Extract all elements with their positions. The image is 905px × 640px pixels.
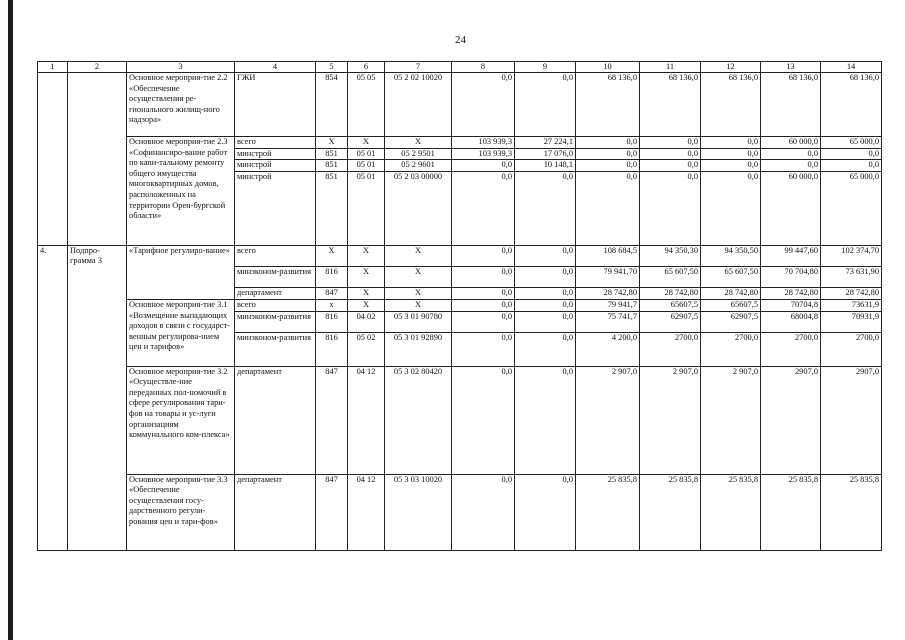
program-cell [68,267,127,288]
number-cell [38,288,68,300]
amount-cell: 70704,8 [761,300,821,312]
section-code: 05 01 [348,160,385,172]
section-code: X [348,288,385,300]
amount-cell: 4 200,0 [576,332,640,366]
amount-cell: 28 742,80 [701,288,761,300]
header-cell: 12 [701,62,761,73]
grbs-code: 851 [316,171,348,245]
amount-cell: 0,0 [452,332,515,366]
grbs-code: 847 [316,366,348,474]
header-cell: 1 [38,62,68,73]
header-cell: 11 [640,62,701,73]
header-cell: 2 [68,62,127,73]
header-cell: 3 [127,62,235,73]
page-number: 24 [455,34,466,46]
executor-cell: минэконом-развития [235,311,316,332]
amount-cell: 0,0 [640,137,701,149]
executor-cell: минэконом-развития [235,267,316,288]
amount-cell: 28 742,80 [761,288,821,300]
program-cell [68,148,127,160]
amount-cell: 103 939,3 [452,137,515,149]
amount-cell: 70 704,80 [761,267,821,288]
target-code: 05 3 03 10020 [385,474,452,550]
target-code: 05 3 01 92890 [385,332,452,366]
header-cell: 6 [348,62,385,73]
amount-cell: 62907,5 [701,311,761,332]
amount-cell: 0,0 [761,160,821,172]
amount-cell: 94 350,50 [701,245,761,267]
amount-cell: 2 907,0 [640,366,701,474]
amount-cell: 0,0 [452,474,515,550]
amount-cell: 0,0 [576,171,640,245]
amount-cell: 0,0 [515,288,576,300]
amount-cell: 73 631,90 [821,267,882,288]
section-code: X [348,267,385,288]
amount-cell: 70931,9 [821,311,882,332]
amount-cell: 0,0 [701,148,761,160]
amount-cell: 25 835,8 [761,474,821,550]
table-row [38,474,882,550]
amount-cell: 79 941,70 [576,267,640,288]
amount-cell: 103 939,3 [452,148,515,160]
number-cell [38,366,68,474]
amount-cell: 73631,9 [821,300,882,312]
amount-cell: 10 148,1 [515,160,576,172]
header-row [38,62,882,73]
amount-cell: 25 835,8 [576,474,640,550]
table-row [38,137,882,149]
program-cell: Подпро-грамма 3 [68,245,127,267]
amount-cell: 0,0 [515,300,576,312]
number-cell [38,267,68,288]
section-code: X [348,137,385,149]
header-cell: 10 [576,62,640,73]
number-cell [38,171,68,245]
amount-cell: 0,0 [701,160,761,172]
amount-cell: 25 835,8 [701,474,761,550]
program-cell [68,137,127,149]
header-cell: 14 [821,62,882,73]
amount-cell: 0,0 [515,245,576,267]
section-code: 04 02 [348,311,385,332]
amount-cell: 62907,5 [640,311,701,332]
number-cell: 4. [38,245,68,267]
amount-cell: 2700,0 [821,332,882,366]
section-code: 05 02 [348,332,385,366]
executor-cell: департамент [235,288,316,300]
amount-cell: 0,0 [452,366,515,474]
target-code: 05 2 02 10020 [385,73,452,137]
amount-cell: 65607,5 [701,300,761,312]
amount-cell: 0,0 [576,160,640,172]
section-code: X [348,245,385,267]
table-row [38,366,882,474]
program-cell [68,288,127,300]
target-code: 05 2 03 00000 [385,171,452,245]
program-cell [68,311,127,332]
number-cell [38,474,68,550]
amount-cell: 0,0 [515,171,576,245]
amount-cell: 0,0 [821,148,882,160]
program-cell [68,73,127,137]
amount-cell: 0,0 [701,137,761,149]
amount-cell: 0,0 [515,332,576,366]
amount-cell: 0,0 [701,171,761,245]
header-cell: 9 [515,62,576,73]
amount-cell: 28 742,80 [821,288,882,300]
measure-name: Основное мероприя-тие 2.2 «Обеспечение осуществления ре-гионального жилищ-ного надзора» [127,73,235,137]
executor-cell: всего [235,300,316,312]
amount-cell: 0,0 [640,160,701,172]
table-row [38,245,882,267]
executor-cell: минстрой [235,148,316,160]
grbs-code: X [316,245,348,267]
header-cell: 5 [316,62,348,73]
section-code: 04 12 [348,474,385,550]
amount-cell: 0,0 [452,160,515,172]
amount-cell: 68 136,0 [761,73,821,137]
amount-cell: 0,0 [821,160,882,172]
grbs-code: X [316,137,348,149]
amount-cell: 2907,0 [761,366,821,474]
amount-cell: 2700,0 [701,332,761,366]
scan-edge-bar [8,0,13,640]
amount-cell: 25 835,8 [640,474,701,550]
number-cell [38,137,68,149]
executor-cell: минэконом-развития [235,332,316,366]
program-cell [68,171,127,245]
executor-cell: всего [235,137,316,149]
measure-name: Основное мероприя-тие 2.3 «Софинансиро-вание работ по капи-тальному ремонту общего имущества многоквартирных домов, расположенных на территории Орен-бургской области» [127,137,235,246]
amount-cell: 68 136,0 [821,73,882,137]
grbs-code: 847 [316,474,348,550]
amount-cell: 60 000,0 [761,137,821,149]
amount-cell: 65 000,0 [821,171,882,245]
program-cell [68,366,127,474]
budget-table [37,61,882,551]
header-cell: 13 [761,62,821,73]
target-code: 05 2 9501 [385,148,452,160]
amount-cell: 102 374,70 [821,245,882,267]
amount-cell: 65607,5 [640,300,701,312]
number-cell [38,311,68,332]
target-code: X [385,267,452,288]
measure-name: Основное мероприя-тие 3.1 «Возмещение выпадающих доходов в связи с государст-венным регулирова-нием цен и тарифов» [127,300,235,367]
amount-cell: 0,0 [515,311,576,332]
grbs-code: 816 [316,311,348,332]
amount-cell: 0,0 [515,73,576,137]
number-cell [38,73,68,137]
number-cell [38,148,68,160]
amount-cell: 79 941,7 [576,300,640,312]
target-code: X [385,288,452,300]
amount-cell: 68 136,0 [701,73,761,137]
amount-cell: 0,0 [452,245,515,267]
program-cell [68,300,127,312]
amount-cell: 68 136,0 [640,73,701,137]
amount-cell: 25 835,8 [821,474,882,550]
amount-cell: 2700,0 [640,332,701,366]
amount-cell: 28 742,80 [576,288,640,300]
target-code: 05 3 01 90780 [385,311,452,332]
amount-cell: 0,0 [515,366,576,474]
amount-cell: 17 076,0 [515,148,576,160]
amount-cell: 27 224,1 [515,137,576,149]
number-cell [38,300,68,312]
target-code: X [385,300,452,312]
target-code: X [385,137,452,149]
section-code: 05 01 [348,148,385,160]
grbs-code: 847 [316,288,348,300]
section-code: 04 12 [348,366,385,474]
header-cell: 7 [385,62,452,73]
section-code: 05 05 [348,73,385,137]
amount-cell: 2700,0 [761,332,821,366]
grbs-code: 851 [316,160,348,172]
program-cell [68,332,127,366]
amount-cell: 0,0 [515,267,576,288]
amount-cell: 0,0 [640,148,701,160]
amount-cell: 75 741,7 [576,311,640,332]
subprogram-name: «Тарифное регулиро-вание» [127,245,235,299]
header-cell: 4 [235,62,316,73]
amount-cell: 65 607,50 [640,267,701,288]
amount-cell: 68004,8 [761,311,821,332]
grbs-code: 816 [316,332,348,366]
header-cell: 8 [452,62,515,73]
grbs-code: 816 [316,267,348,288]
amount-cell: 0,0 [452,288,515,300]
amount-cell: 2 907,0 [701,366,761,474]
amount-cell: 99 447,60 [761,245,821,267]
grbs-code: 854 [316,73,348,137]
amount-cell: 108 684,5 [576,245,640,267]
amount-cell: 0,0 [640,171,701,245]
section-code: 05 01 [348,171,385,245]
amount-cell: 2 907,0 [576,366,640,474]
amount-cell: 0,0 [576,137,640,149]
amount-cell: 0,0 [576,148,640,160]
executor-cell: минстрой [235,171,316,245]
amount-cell: 28 742,80 [640,288,701,300]
measure-name: Основное мероприя-тие 3.3 «Обеспечение осуществления госу-дарственного регули-рования цен и тари-фов» [127,474,235,550]
amount-cell: 65 000,0 [821,137,882,149]
target-code: X [385,245,452,267]
number-cell [38,160,68,172]
program-cell [68,160,127,172]
executor-cell: департамент [235,366,316,474]
executor-cell: ГЖИ [235,73,316,137]
section-code: X [348,300,385,312]
amount-cell: 65 607,50 [701,267,761,288]
measure-name: Основное мероприя-тие 3.2 «Осуществле-ние переданных пол-номочий в сфере регулирования тари-фов на товары и ус-луги организациям коммунального ком-плекса» [127,366,235,474]
executor-cell: всего [235,245,316,267]
amount-cell: 0,0 [515,474,576,550]
table-row [38,73,882,137]
target-code: 05 3 02 80420 [385,366,452,474]
number-cell [38,332,68,366]
amount-cell: 94 350,30 [640,245,701,267]
amount-cell: 0,0 [452,300,515,312]
amount-cell: 0,0 [452,311,515,332]
amount-cell: 0,0 [452,267,515,288]
amount-cell: 60 000,0 [761,171,821,245]
target-code: 05 2 9601 [385,160,452,172]
amount-cell: 2907,0 [821,366,882,474]
amount-cell: 0,0 [452,171,515,245]
table-row [38,300,882,312]
amount-cell: 0,0 [452,73,515,137]
executor-cell: минстрой [235,160,316,172]
amount-cell: 68 136,0 [576,73,640,137]
program-cell [68,474,127,550]
grbs-code: x [316,300,348,312]
grbs-code: 851 [316,148,348,160]
executor-cell: департамент [235,474,316,550]
amount-cell: 0,0 [761,148,821,160]
